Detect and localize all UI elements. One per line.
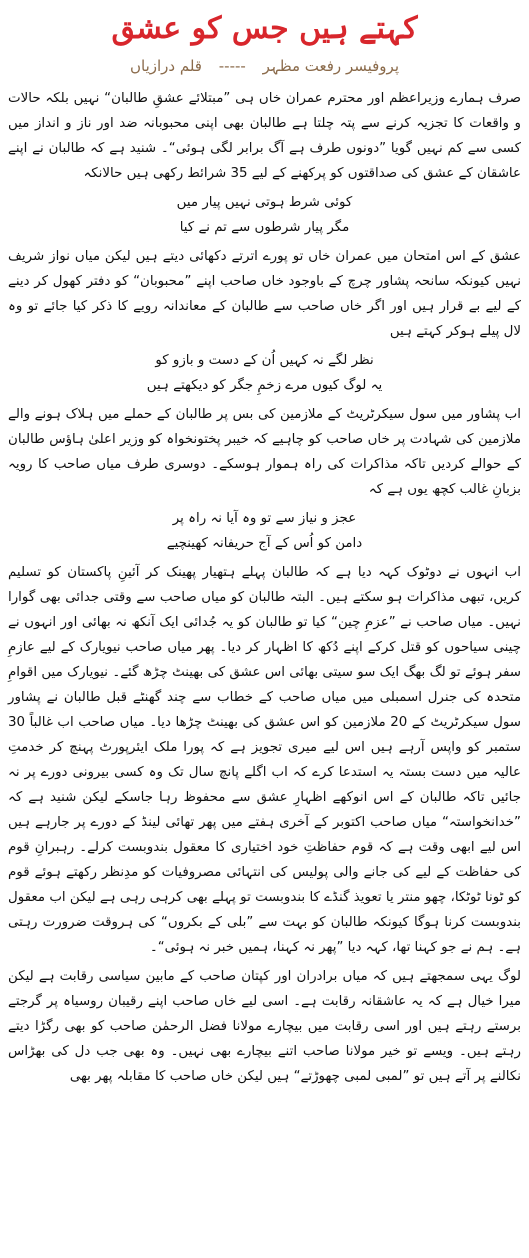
- verse-block-3: [8, 506, 521, 556]
- paragraph-3: اب پشاور میں سول سیکرٹریٹ کے ملازمین کی بس پر طالبان کے حملے میں ہلاک ہونے والے ملازمین کی شہادت پر خاں صاحب کو چاہیے کہ خیبر پختونخواہ کو وزیر اعلیٰ ہاؤس طالبان کے حوالے کردیں تاکہ مذاکرات کی راہ ہموار ہوسکے۔ دوسری طرف میاں صاحب کا رویہ بزبانِ غالب کچھ یوں ہے کہ: [8, 407, 521, 497]
- column-name: قلم درازیاں: [130, 57, 202, 75]
- verse-line: کوئی شرط ہوتی نہیں پیار میں: [176, 195, 353, 210]
- paragraph-2: عشق کے اس امتحان میں عمران خاں تو پورے اترتے دکھائی دیتے ہیں لیکن میاں نواز شریف نہیں کیونکہ سانحہ پشاور چرچ کے باوجود خاں صاحب اپنے ”محبوبان“ کو دفتر کھول کر دینے کے لیے بے قرار ہیں اور اگر خاں صاحب سے طالبان کے معاندانہ رویے کا ذکر کیا جائے تو وہ لال پیلے ہوکر کہتے ہیں: [8, 249, 521, 339]
- paragraph-5: لوگ یہی سمجھتے ہیں کہ میاں برادران اور کپتان صاحب کے مابین سیاسی رقابت ہے لیکن میرا خیال ہے کہ یہ عاشقانہ رقابت ہے۔ اسی لیے خاں صاحب اپنے رقیبان روسیاہ پر گرجتے برستے رہتے ہیں اور اسی رقابت میں بیچارے مولانا فضل الرحمٰن صاحب کو بھی رگڑا دیتے رہتے ہیں۔ ویسے تو خیر مولانا صاحب اتنے بیچارے بھی نہیں۔ وہ بھی جب دل کی بھڑاس نکالنے پر آتے ہیں تو ”لمبی لمبی چھوڑتے“ ہیں لیکن خاں صاحب کا مقابلہ پھر بھی: [8, 969, 521, 1084]
- paragraph-4: اب انہوں نے دوٹوک کہہ دیا ہے کہ طالبان پہلے ہتھیار پھینک کر آئینِ پاکستان کو تسلیم کریں، تبھی مذاکرات ہو سکتے ہیں۔ البتہ طالبان کو میاں صاحب سے وقتی جدائی بھی گوارا نہیں۔ میاں صاحب نے ”عزمِ چین“ کیا تو طالبان کو یہ جُدائی ایک آنکھ نہ بھائی اور انہوں نے چینی سیاحوں کو قتل کرکے اپنے دُکھ کا اظہار کر دیا۔ پھر میاں صاحب نیویارک کے لیے عازمِ سفر ہوئے تو لگ بھگ ایک سو سیتی بھائی اس عشق کی بھینٹ چڑھ گئے۔ نیویارک میں اقوامِ متحدہ کی جنرل اسمبلی میں میاں صاحب کے خطاب سے چند گھنٹے قبل طالبان نے پشاور سول سیکرٹریٹ کے 20 ملازمین کو اس عشق کی بھینٹ چڑھا دیا۔ میاں صاحب اب غالباً 30 ستمبر کو واپس آرہے ہیں اس لیے میری تجویز ہے کہ پورا ملک ایئرپورٹ پہنچ کر خدمتِ عالیہ میں دست بستہ یہ استدعا کرے کہ اب اگلے پانچ سال تک وہ کسی بیرونی دورے پر نہ جائیں تاکہ طالبان کے اس انوکھے اظہارِ عشق سے محفوظ رہا جاسکے لیکن شنید ہے کہ ”خدانخواستہ“ میاں صاحب اکتوبر کے آخری ہفتے میں پھر تھائی لینڈ کے دورے پر جارہے ہیں اس لیے ابھی وقت ہے کہ قوم حفاظتِ خود اختیاری کا معقول بندوبست کرلے۔ رہبرانِ قوم کی حفاظت کے لیے کی جانے والی پولیس کی انتہائی مصروفیات کو مدِنظر رکھتے ہوئے قوم کو ٹونا ٹوٹکا، چھو منتر یا تعویذ گنڈے کا بندوبست تو پہلے بھی کرہی رہی ہے لیکن اب معقول بندوبست کرنا ہوگا کیونکہ طالبان کو بہت سے ”بلی کے بکروں“ کی ہروقت ضرورت رہتی ہے۔ ہم نے جو کہنا تھا، کہہ دیا ”پھر نہ کہنا، ہمیں خبر نہ ہوئی“۔: [8, 565, 521, 955]
- byline: [8, 52, 521, 80]
- verse-line: عجز و نیاز سے تو وہ آیا نہ راہ پر: [172, 511, 357, 526]
- verse-line: دامن کو اُس کے آج حریفانہ کھینچیے: [166, 536, 363, 551]
- verse-line: نظر لگے نہ کہیں اُن کے دست و بازو کو: [155, 353, 374, 368]
- author-name: پروفیسر رفعت مظہر: [262, 57, 399, 75]
- verse-block-2: [8, 348, 521, 398]
- verse-line: یہ لوگ کیوں مرے زخمِ جگر کو دیکھتے ہیں: [146, 378, 383, 393]
- verse-block-1: [8, 190, 521, 240]
- paragraph-1: صرف ہمارے وزیراعظم اور محترم عمران خاں ہی ”مبتلائے عشقِ طالبان“ نہیں بلکہ حالات و واقعات کا تجزیہ کرنے سے پتہ چلتا ہے طالبان بھی اپنی محبوبانہ ضد اور ناز و انداز میں کسی سے کم نہیں گویا ”دونوں طرف ہے آگ برابر لگی ہوئی“۔ شنید ہے کہ طالبان نے اپنے عاشقان کے عشق کی صداقتوں کو پرکھنے کے لیے 35 شرائط رکھی ہیں حالانکہ: [8, 91, 521, 181]
- byline-separator: -----: [218, 57, 246, 75]
- article-title: کہتے ہیں جس کو عشق: [111, 11, 418, 46]
- verse-line: مگر پیار شرطوں سے تم نے کیا: [179, 220, 350, 235]
